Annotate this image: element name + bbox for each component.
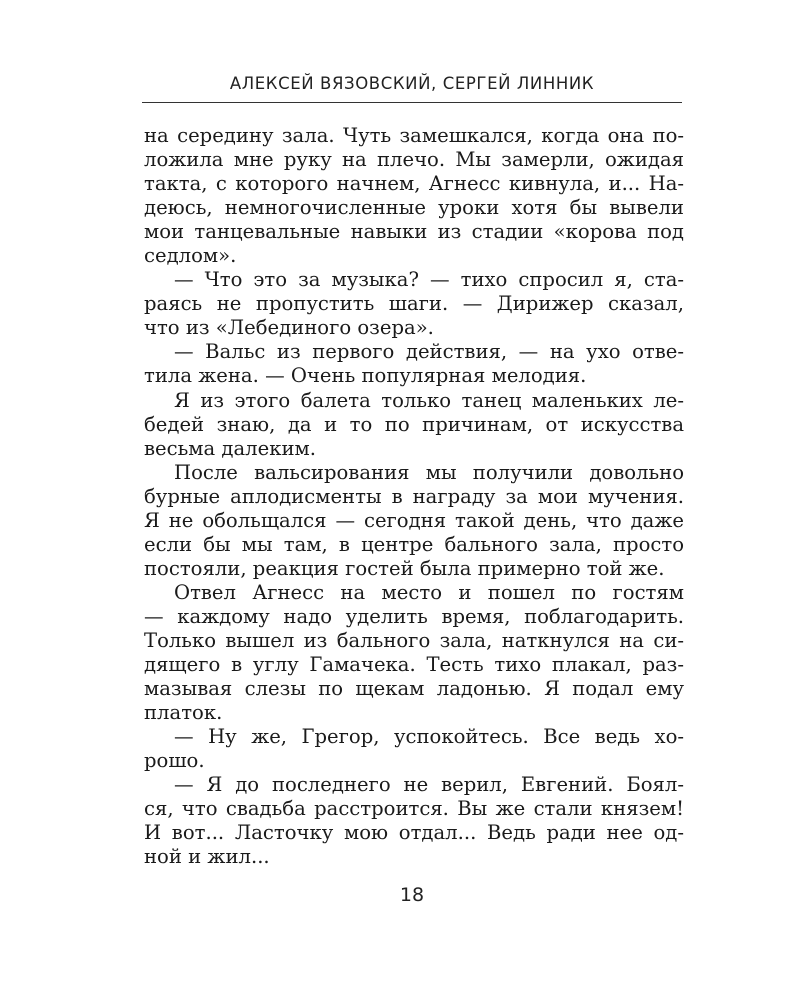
text-line: мазывая слезы по щекам ладонью. Я подал ему <box>144 677 684 701</box>
text-line: раясь не пропустить шаги. — Дирижер сказал, <box>144 292 684 316</box>
text-line: ся, что свадьба расстроится. Вы же стали князем! <box>144 797 684 821</box>
text-line: — Вальс из первого действия, — на ухо отве- <box>174 340 684 364</box>
text-line: платок. <box>144 701 223 725</box>
text-line: на середину зала. Чуть замешкался, когда она по- <box>144 124 684 147</box>
text-line: Я из этого балета только танец маленьких ле- <box>174 388 684 412</box>
text-line: Отвел Агнесс на место и пошел по гостям <box>174 580 684 604</box>
running-head: АЛЕКСЕЙ ВЯЗОВСКИЙ, СЕРГЕЙ ЛИННИК <box>229 74 595 93</box>
text-line: ной и жил... <box>144 845 270 869</box>
text-line: мои танцевальные навыки из стадии «корова под <box>144 220 684 244</box>
text-line: дящего в углу Гамачека. Тесть тихо плакал, раз- <box>144 653 684 677</box>
text-line: После вальсирования мы получили довольно <box>174 460 684 484</box>
text-line: весьма далеким. <box>144 436 316 460</box>
text-line: ложила мне руку на плечо. Мы замерли, ожидая <box>144 148 684 172</box>
page-number: 18 <box>399 884 425 906</box>
text-line: бедей знаю, да и то по причинам, от искусства <box>144 412 684 436</box>
text-line: деюсь, немногочисленные уроки хотя бы вывели <box>144 196 684 220</box>
text-line: седлом». <box>144 244 237 268</box>
text-line: если бы мы там, в центре бального зала, просто <box>144 532 684 556</box>
text-line: бурные аплодисменты в награду за мои мучения. <box>144 484 684 508</box>
text-line: — Я до последнего не верил, Евгений. Боял- <box>174 773 684 797</box>
header-divider <box>142 102 682 103</box>
page-text <box>144 124 684 869</box>
text-line: такта, с которого начнем, Агнесс кивнула, и... На- <box>144 172 684 196</box>
text-line: И вот... Ласточку мою отдал... Ведь ради нее од- <box>144 821 684 845</box>
text-line: Только вышел из бального зала, наткнулся на си- <box>144 628 684 652</box>
text-line: — Ну же, Грегор, успокойтесь. Все ведь хо- <box>174 725 684 749</box>
text-line: — каждому надо уделить время, поблагодарить. <box>144 604 684 628</box>
text-line: Я не обольщался — сегодня такой день, что даже <box>144 508 684 532</box>
text-line: что из «Лебединого озера». <box>144 316 434 340</box>
text-line: рошо. <box>144 749 205 773</box>
text-line: тила жена. — Очень популярная мелодия. <box>144 364 587 388</box>
text-line: постояли, реакция гостей была примерно той же. <box>144 556 665 580</box>
text-line: — Что это за музыка? — тихо спросил я, ста- <box>174 268 684 292</box>
